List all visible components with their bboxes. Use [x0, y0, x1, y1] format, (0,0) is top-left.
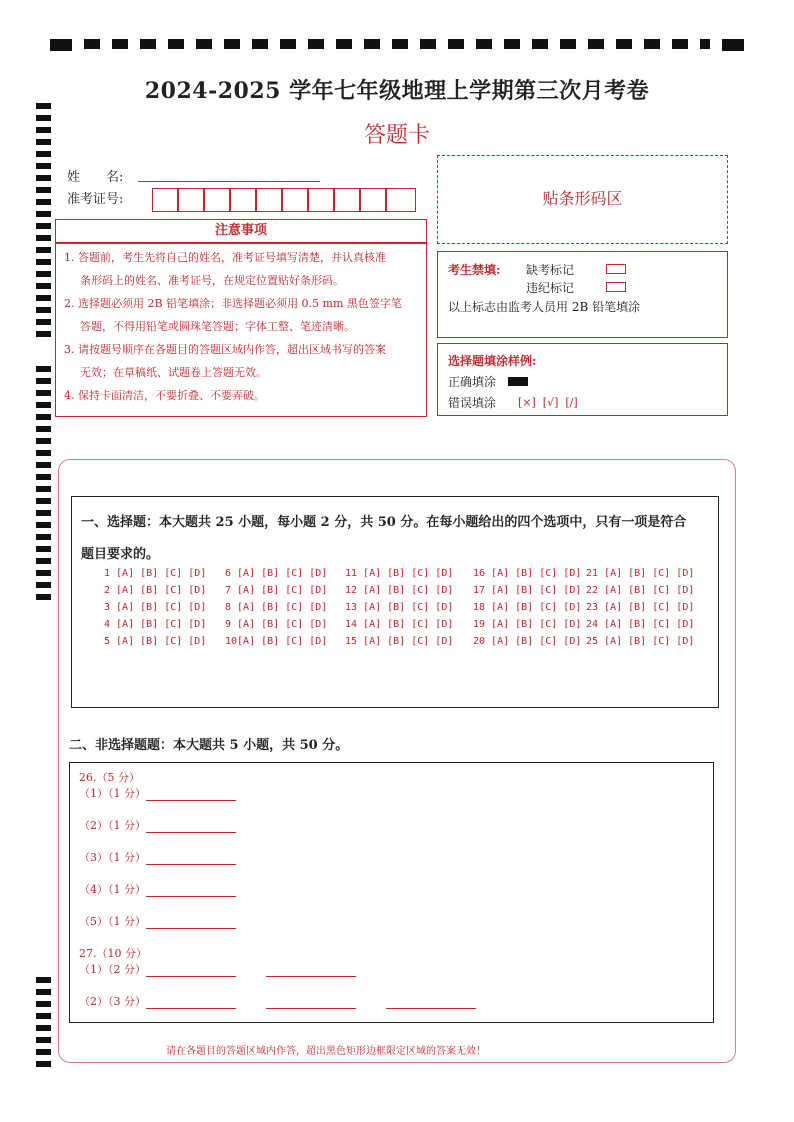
note-3: 3. 请按题号顺序在各题目的答题区域内作答，超出区域书写的答案 — [64, 343, 386, 356]
mc-item[interactable]: 23 [A] [B] [C] [D] — [586, 602, 695, 613]
name-label: 姓 名: — [67, 170, 124, 185]
mc-item[interactable]: 22 [A] [B] [C] [D] — [586, 585, 695, 596]
q26-part4-label: （4）（1 分） — [79, 883, 146, 896]
mc-item[interactable]: 13 [A] [B] [C] [D] — [345, 602, 454, 613]
answer-blank[interactable] — [146, 886, 236, 897]
q26-part3-label: （3）（1 分） — [79, 851, 146, 864]
q26-label: 26.（5 分） — [79, 771, 140, 784]
mc-item[interactable]: 17 [A] [B] [C] [D] — [473, 585, 582, 596]
answer-blank[interactable] — [146, 822, 236, 833]
mc-item[interactable]: 24 [A] [B] [C] [D] — [586, 619, 695, 630]
mc-item[interactable]: 1 [A] [B] [C] [D] — [104, 568, 207, 579]
q27-part1-label: （1）（2 分） — [79, 963, 146, 976]
note-2: 2. 选择题必须用 2B 铅笔填涂；非选择题必须用 0.5 mm 黑色签字笔 — [64, 297, 402, 310]
q26-part2 — [79, 817, 236, 833]
q27-part2-label: （2）（3 分） — [79, 995, 146, 1008]
q26-part5 — [79, 913, 236, 929]
note-1: 1. 答题前，考生先将自己的姓名，准考证号填写清楚，并认真核准 — [64, 251, 386, 264]
mc-item[interactable]: 18 [A] [B] [C] [D] — [473, 602, 582, 613]
answer-blank[interactable] — [266, 998, 356, 1009]
notes-header — [55, 219, 427, 243]
mc-section-title: 一、选择题：本大题共 25 小题，每小题 2 分，共 50 分。在每小题给出的四个选项中，只有一项是符合 — [81, 515, 687, 530]
notes-box — [55, 243, 427, 417]
mc-item[interactable]: 15 [A] [B] [C] [D] — [345, 636, 454, 647]
note-1b: 条形码上的姓名、准考证号，在规定位置贴好条形码。 — [80, 274, 344, 287]
q26-part1 — [79, 785, 236, 801]
answer-blank[interactable] — [386, 998, 476, 1009]
mc-section-title-cont: 题目要求的。 — [81, 547, 160, 562]
q26-part3 — [79, 849, 236, 865]
wrong-label: 错误填涂 — [448, 396, 497, 410]
mc-item[interactable]: 10[A] [B] [C] [D] — [225, 636, 328, 647]
absent-mark-box[interactable] — [606, 264, 626, 274]
mc-item[interactable]: 25 [A] [B] [C] [D] — [586, 636, 695, 647]
correct-label: 正确填涂 — [448, 375, 497, 389]
q26-part5-label: （5）（1 分） — [79, 915, 146, 928]
mc-item[interactable]: 6 [A] [B] [C] [D] — [225, 568, 328, 579]
page-title: 2024-2025 学年七年级地理上学期第三次月考卷 — [144, 78, 650, 104]
wrong-fill-samples: [×] [√] [/] — [518, 396, 578, 409]
note-3b: 无效；在草稿纸、试题卷上答题无效。 — [80, 366, 267, 379]
violation-mark-box[interactable] — [606, 282, 626, 292]
mc-item[interactable]: 14 [A] [B] [C] [D] — [345, 619, 454, 630]
mc-item[interactable]: 21 [A] [B] [C] [D] — [586, 568, 695, 579]
prohibited-instruction: 以上标志由监考人员用 2B 铅笔填涂 — [448, 300, 641, 314]
q27-label: 27.（10 分） — [79, 947, 147, 960]
notes-heading: 注意事项 — [214, 223, 267, 238]
section2-title: 二、非选择题题：本大题共 5 小题，共 50 分。 — [69, 738, 349, 753]
barcode-area — [437, 155, 728, 244]
mc-item[interactable]: 20 [A] [B] [C] [D] — [473, 636, 582, 647]
note-2b: 答题，不得用铅笔或圆珠笔答题；字体工整、笔迹清晰。 — [80, 320, 355, 333]
mc-item[interactable]: 5 [A] [B] [C] [D] — [104, 636, 207, 647]
answer-blank[interactable] — [146, 854, 236, 865]
q27-part1 — [79, 961, 356, 977]
absent-label: 缺考标记 — [526, 263, 575, 277]
id-label: 准考证号: — [67, 192, 124, 207]
note-4: 4. 保持卡面清洁，不要折叠、不要弄破。 — [64, 389, 265, 402]
sample-box — [437, 343, 728, 416]
mc-item[interactable]: 3 [A] [B] [C] [D] — [104, 602, 207, 613]
mc-item[interactable]: 4 [A] [B] [C] [D] — [104, 619, 207, 630]
answer-blank[interactable] — [146, 998, 236, 1009]
mc-item[interactable]: 12 [A] [B] [C] [D] — [345, 585, 454, 596]
prohibited-box — [437, 251, 728, 338]
barcode-label: 贴条形码区 — [542, 189, 623, 208]
answer-blank[interactable] — [266, 966, 356, 977]
mc-item[interactable]: 16 [A] [B] [C] [D] — [473, 568, 582, 579]
mc-item[interactable]: 7 [A] [B] [C] [D] — [225, 585, 328, 596]
violation-label: 违纪标记 — [526, 281, 575, 295]
mc-item[interactable]: 11 [A] [B] [C] [D] — [345, 568, 454, 579]
answer-blank[interactable] — [146, 918, 236, 929]
mc-item[interactable]: 19 [A] [B] [C] [D] — [473, 619, 582, 630]
q26-part2-label: （2）（1 分） — [79, 819, 146, 832]
answer-blank[interactable] — [146, 966, 236, 977]
mc-item[interactable]: 2 [A] [B] [C] [D] — [104, 585, 207, 596]
free-response-box — [69, 762, 714, 1023]
q26-part4 — [79, 881, 236, 897]
page-subtitle: 答题卡 — [363, 123, 430, 148]
q27-part2 — [79, 993, 476, 1009]
q26-part1-label: （1）（1 分） — [79, 787, 146, 800]
mc-section-box — [71, 496, 719, 708]
sample-heading: 选择题填涂样例: — [448, 354, 537, 368]
mc-item[interactable]: 9 [A] [B] [C] [D] — [225, 619, 328, 630]
name-field[interactable] — [138, 166, 320, 182]
mc-item[interactable]: 8 [A] [B] [C] [D] — [225, 602, 328, 613]
prohibited-label: 考生禁填: — [448, 263, 501, 277]
footer-warning: 请在各题目的答题区域内作答，超出黑色矩形边框限定区域的答案无效！ — [166, 1046, 486, 1057]
answer-blank[interactable] — [146, 790, 236, 801]
correct-fill-sample — [508, 377, 528, 386]
